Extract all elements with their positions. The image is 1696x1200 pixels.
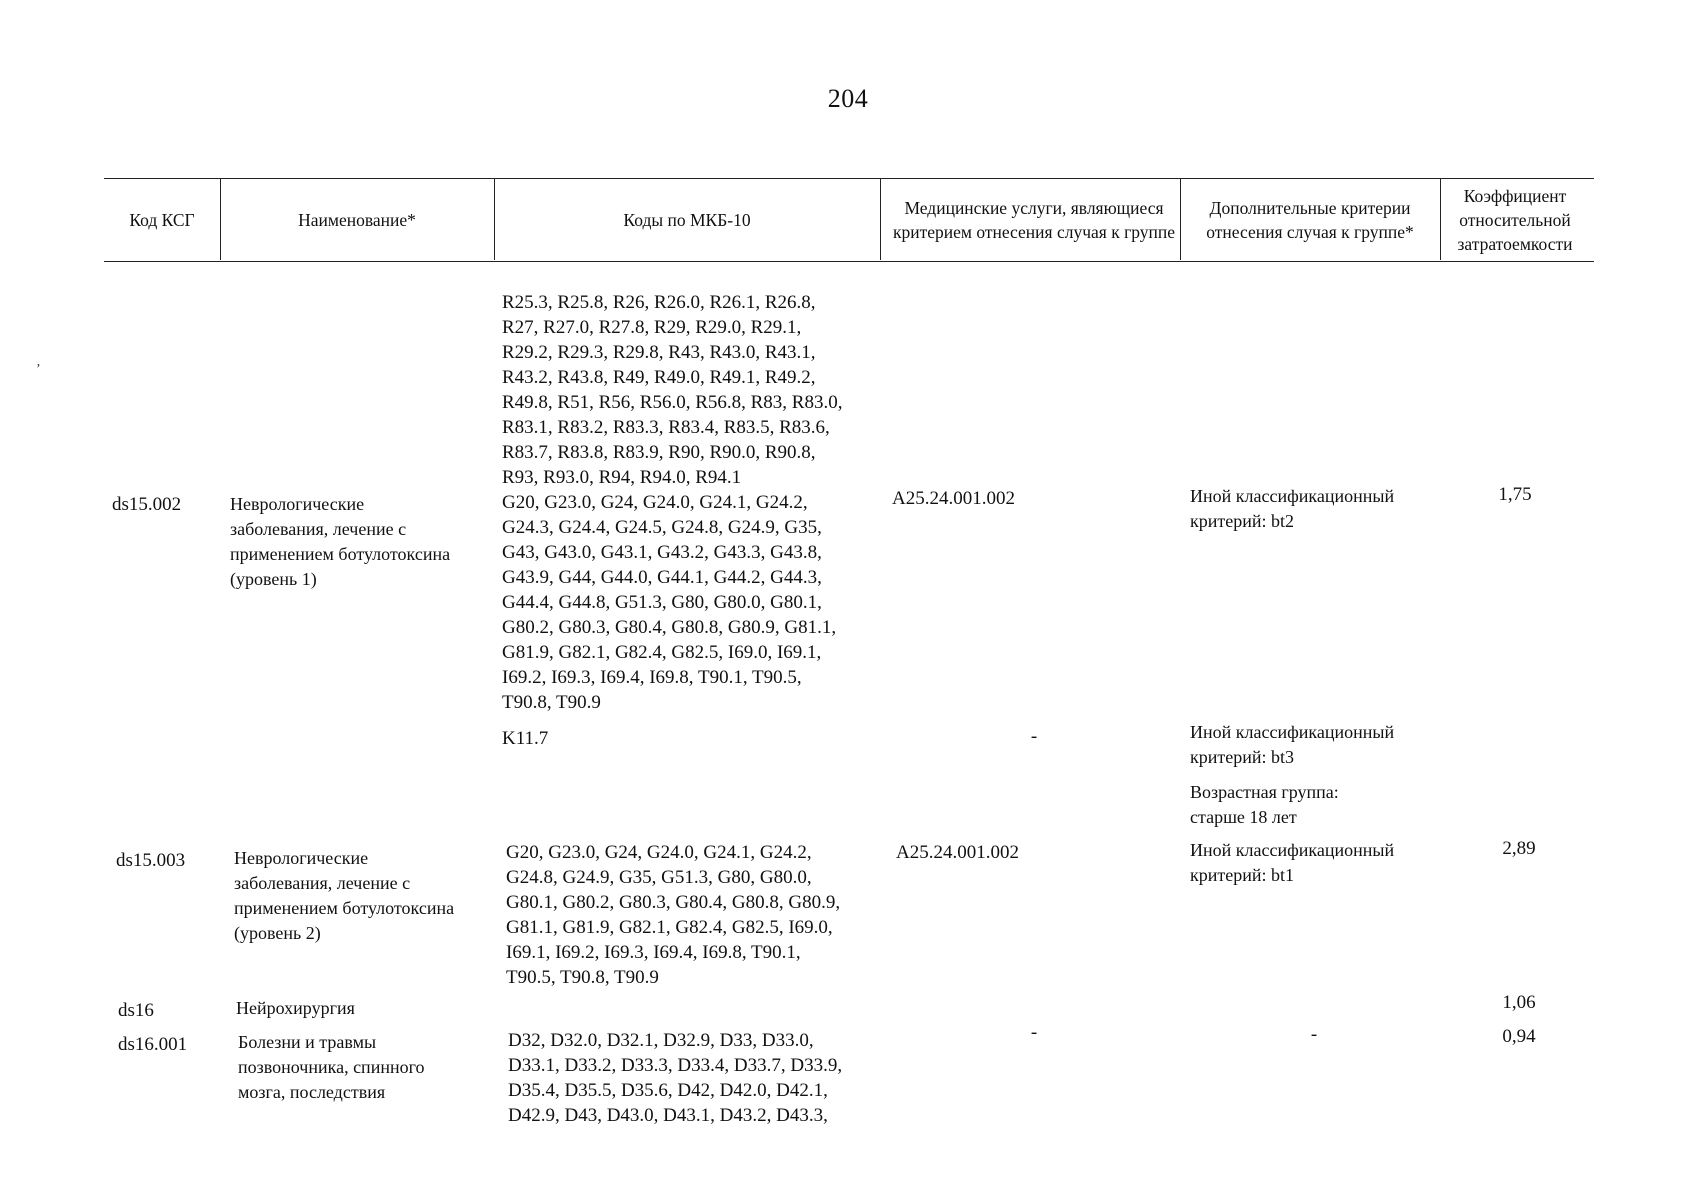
page-number: 204	[827, 84, 869, 113]
row-criteria: Иной классификационный критерий: bt3	[1190, 722, 1395, 767]
row-coef: 1,75	[1498, 484, 1532, 505]
row-name: Нейрохирургия	[236, 998, 355, 1018]
row-coef: 2,89	[1502, 838, 1536, 859]
ksg-table	[104, 178, 1594, 1126]
header-criteria: Дополнительные критерии отнесения случая к группе*	[1206, 198, 1414, 242]
row-icd-codes: R25.3, R25.8, R26, R26.0, R26.1, R26.8, R27, R27.0, R27.8, R29, R29.0, R29.1, R29.2, R29.3, R29.8, R43, R43.0, R43.1, R43.2, R43.8, R49, R49.0, R49.1, R49.2, R49.8, R51, R56, R56.0, R56.8, R83, R83.0, R83.1, R83.2, R83.3, R83.4, R83.5, R83.6, R83.7, R83.8, R83.9, R90, R90.0, R90.8, R93, R93.0, R94, R94.0, R94.1 G20, G23.0, G24, G24.0, G24.1, G24.2, G24.3, G24.4, G24.5, G24.8, G24.9, G35, G43, G43.0, G43.1, G43.2, G43.3, G43.8, G43.9, G44, G44.0, G44.1, G44.2, G44.3, G44.4, G44.8, G51.3, G80, G80.0, G80.1, G80.2, G80.3, G80.4, G80.8, G80.9, G81.1, G81.9, G82.1, G82.4, G82.5, I69.0, I69.1, I69.2, I69.3, I69.4, I69.8, T90.1, T90.5, T90.8, T90.9	[502, 292, 843, 713]
header-icd: Коды по МКБ-10	[623, 210, 751, 230]
row-criteria: Иной классификационный критерий: bt1	[1190, 840, 1395, 885]
row-code: ds15.003	[116, 850, 186, 871]
column-divider	[880, 178, 881, 260]
row-criteria-age: Возрастная группа: старше 18 лет	[1190, 782, 1339, 827]
row-code: ds16	[118, 1000, 154, 1021]
header-name: Наименование*	[298, 210, 416, 230]
row-service: -	[1030, 1022, 1038, 1043]
row-name: Неврологические заболевания, лечение с применением ботулотоксина (уровень 2)	[234, 848, 455, 943]
row-name: Неврологические заболевания, лечение с применением ботулотоксина (уровень 1)	[230, 494, 451, 589]
row-coef: 1,06	[1502, 992, 1536, 1013]
row-icd-codes: K11.7	[502, 728, 549, 749]
row-service: A25.24.001.002	[892, 488, 1015, 509]
row-code: ds16.001	[118, 1034, 188, 1055]
row-name: Болезни и травмы позвоночника, спинного мозга, последствия	[238, 1032, 425, 1102]
table-header	[104, 178, 1594, 262]
row-service: -	[1030, 726, 1038, 747]
row-icd-codes: G20, G23.0, G24, G24.0, G24.1, G24.2, G24.8, G24.9, G35, G51.3, G80, G80.0, G80.1, G80.2, G80.3, G80.4, G80.8, G80.9, G81.1, G81.9, G82.1, G82.4, G82.5, I69.0, I69.1, I69.2, I69.3, I69.4, I69.8, T90.1, T90.5, T90.8, T90.9	[506, 842, 841, 988]
header-services: Медицинские услуги, являющиеся критерием отнесения случая к группе	[892, 198, 1176, 242]
row-service: A25.24.001.002	[896, 842, 1019, 863]
header-code: Код КСГ	[129, 210, 195, 230]
row-criteria: -	[1310, 1024, 1318, 1045]
row-criteria: Иной классификационный критерий: bt2	[1190, 486, 1395, 531]
scan-speck: ʼ	[36, 362, 41, 377]
header-coef: Коэффициент относительной затратоемкости	[1457, 186, 1573, 254]
row-coef: 0,94	[1502, 1026, 1536, 1047]
row-icd-codes: D32, D32.0, D32.1, D32.9, D33, D33.0, D33.1, D33.2, D33.3, D33.4, D33.7, D33.9, D35.4, D35.5, D35.6, D42, D42.0, D42.1, D42.9, D43, D43.0, D43.1, D43.2, D43.3,	[508, 1030, 843, 1126]
row-code: ds15.002	[112, 494, 182, 515]
